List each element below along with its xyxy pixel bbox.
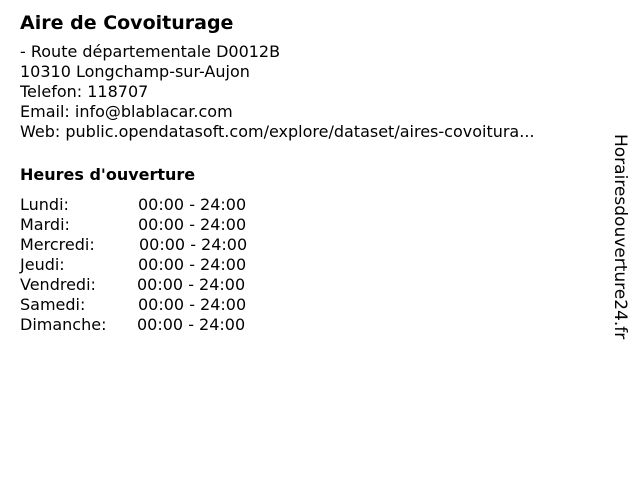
- hours-row-sunday: [20, 315, 600, 335]
- opening-hours-table: [20, 195, 600, 335]
- email-line: Email: info@blablacar.com: [20, 102, 233, 121]
- day-label: Samedi:: [20, 295, 86, 314]
- day-label: Dimanche:: [20, 315, 107, 334]
- time-range: 00:00 - 24:00: [138, 255, 247, 274]
- hours-row-friday: [20, 275, 600, 295]
- hours-row-wednesday: [20, 235, 600, 255]
- place-card: [20, 10, 600, 335]
- time-range: 00:00 - 24:00: [137, 315, 246, 334]
- day-label: Lundi:: [20, 195, 69, 214]
- hours-row-thursday: [20, 255, 600, 275]
- contact-block: [20, 42, 600, 142]
- site-watermark: Horairesdouverture24.fr: [610, 134, 630, 340]
- hours-row-monday: [20, 195, 600, 215]
- hours-row-saturday: [20, 295, 600, 315]
- address-street: - Route départementale D0012B: [20, 42, 281, 61]
- day-label: Mercredi:: [20, 235, 95, 254]
- time-range: 00:00 - 24:00: [138, 195, 247, 214]
- address-city: 10310 Longchamp-sur-Aujon: [20, 62, 250, 81]
- phone-line: Telefon: 118707: [20, 82, 149, 101]
- day-label: Vendredi:: [20, 275, 96, 294]
- time-range: 00:00 - 24:00: [138, 295, 247, 314]
- place-title: Aire de Covoiturage: [20, 12, 234, 34]
- day-label: Jeudi:: [20, 255, 65, 274]
- time-range: 00:00 - 24:00: [137, 275, 246, 294]
- day-label: Mardi:: [20, 215, 70, 234]
- hours-row-tuesday: [20, 215, 600, 235]
- time-range: 00:00 - 24:00: [139, 235, 248, 254]
- opening-hours-heading: Heures d'ouverture: [20, 165, 196, 184]
- time-range: 00:00 - 24:00: [138, 215, 247, 234]
- web-line: Web: public.opendatasoft.com/explore/dataset/aires-covoitura...: [20, 122, 535, 141]
